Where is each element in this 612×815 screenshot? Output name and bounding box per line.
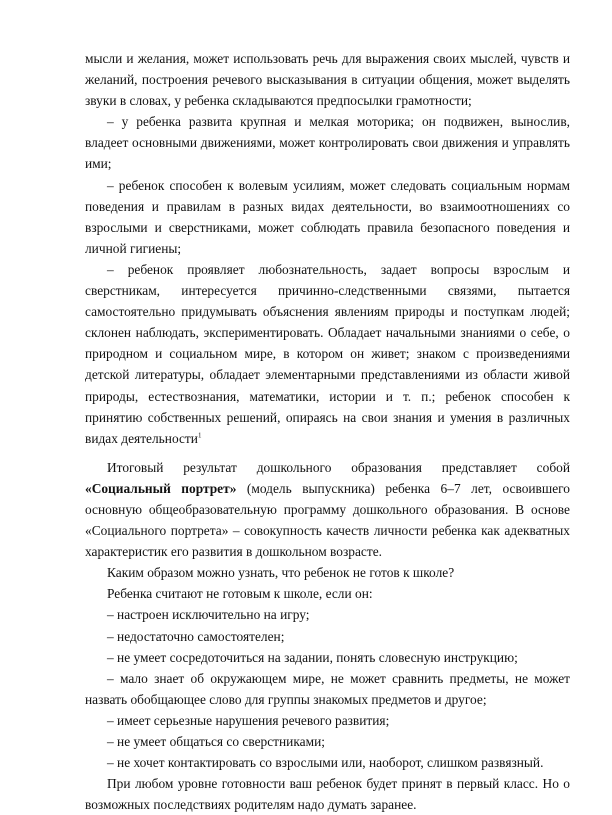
closing-paragraph: При любом уровне готовности ваш ребенок будет принят в первый класс. Но о возможных последствиях родителям надо думать заранее. <box>85 776 570 813</box>
paragraph-social-portrait <box>85 457 570 562</box>
social-portrait-term: «Социальный портрет» <box>85 480 237 496</box>
list-item: – настроен исключительно на игру; <box>107 607 310 623</box>
document-page <box>85 48 570 815</box>
list-item: – недостаточно самостоятелен; <box>107 628 285 644</box>
readiness-question: Каким образом можно узнать, что ребенок не готов к школе? <box>107 565 455 581</box>
list-item: – не умеет общаться со сверстниками; <box>107 734 325 749</box>
list-item: – мало знает об окружающем мире, не может сравнить предметы, не может назвать обобщающее слово для группы знакомых предметов и другое; <box>85 670 570 707</box>
paragraph-curiosity-text: – ребенок проявляет любознательность, задает вопросы взрослым и сверстникам, интересуется причинно-следственными связями, пытается самостоятельно придумывать объяснения явлениям природы и поступкам людей; склонен наблюдать, экспериментировать. Обладает начальными знаниями о себе, о природном и социальном мире, в котором он живет; знаком с произведениями детской литературы, обладает элементарными представлениями из области живой природы, естествознания, математики, истории и т. п.; ребенок способен к принятию собственных решений, опираясь на свои знания и умения в различных видах деятельности <box>85 261 570 446</box>
social-portrait-lead: Итоговый результат дошкольного образования представляет собой <box>107 459 570 475</box>
list-item: – имеет серьезные нарушения речевого развития; <box>107 712 390 728</box>
paragraph-speech: мысли и желания, может использовать речь для выражения своих мыслей, чувств и желаний, построения речевого высказывания в ситуации общения, может выделять звуки в словах, у ребенка складываются предпосылки грамотности; <box>85 51 570 109</box>
paragraph-volition: – ребенок способен к волевым усилиям, может следовать социальным нормам поведения и правилам в разных видах деятельности, во взаимоотношениях со взрослыми и сверстниками, может соблюдать правила безопасного поведения и личной гигиены; <box>85 177 570 256</box>
paragraph-motor-skills: – у ребенка развита крупная и мелкая моторика; он подвижен, вынослив, владеет основными движениями, может контролировать свои движения и управлять ими; <box>85 114 570 172</box>
footnote-marker: 1 <box>197 431 202 440</box>
list-item: – не умеет сосредоточиться на задании, понять словесную инструкцию; <box>107 649 518 665</box>
list-item: – не хочет контактировать со взрослыми или, наоборот, слишком развязный. <box>107 755 544 771</box>
readiness-intro: Ребенка считают не готовым к школе, если он: <box>107 586 373 602</box>
paragraph-curiosity <box>85 259 570 449</box>
social-portrait-rest: (модель выпускника) ребенка 6–7 лет, освоившего основную общеобразовательную программу дошкольного образования. В основе «Социального портрета» – совокупность качеств личности ребенка как адекватных характеристик его развития в дошкольном возрасте. <box>85 480 570 560</box>
